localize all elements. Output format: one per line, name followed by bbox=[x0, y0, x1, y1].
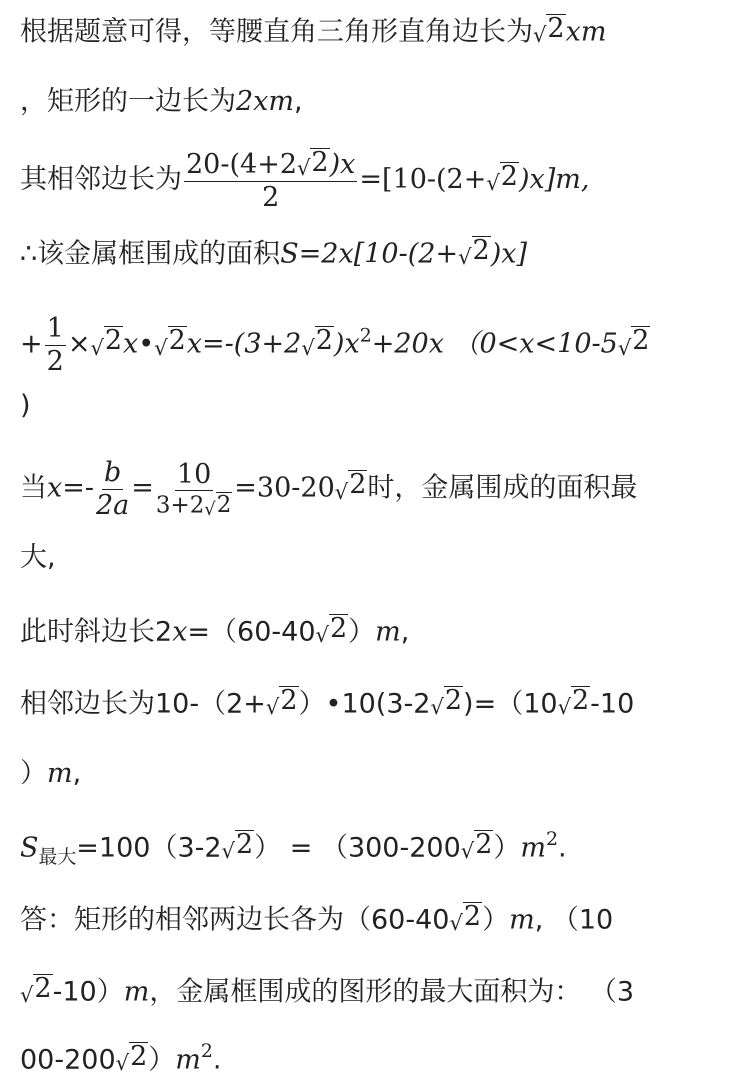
line-13: 答：矩形的相邻两边长各为（60-40 √ 2 ）m, （10 bbox=[20, 901, 614, 936]
line-1 bbox=[20, 13, 607, 48]
line-2: ，矩形的一边长为2xm, bbox=[20, 86, 303, 117]
line-5: + $\frac{1}{2}$ × √ 2 x• √ 2 x=-(3+2 √ 2 )$x^2+20x$ （0<x<10-5 √ 2 bbox=[20, 313, 650, 377]
line-6: ) bbox=[20, 390, 31, 421]
line-11: ）m, bbox=[20, 758, 82, 789]
line-10: 相邻边长为10-（2+ √ 2 ）•10(3-2 √ 2 )=（10 √ 2 -10 bbox=[20, 685, 635, 720]
line-8: 大, bbox=[20, 542, 56, 573]
line-12: $S_{最大}=100(3-2$ √ 2 ） = （300-200 √ 2 ）$m^2$. bbox=[20, 828, 567, 868]
line-9: 此时斜边长2x=（60-40 √ 2 ）m, bbox=[20, 613, 410, 648]
line-4: ∴该金属框围成的面积S=2x[10-(2+ √ 2 )x] bbox=[20, 235, 527, 270]
sqrt: √ 2 bbox=[533, 13, 565, 48]
line-3: 其相邻边长为 20-(4+2 √ 2 )x 2 =[10-(2+ √ 2 )x]m, bbox=[20, 147, 590, 213]
fraction: 20-(4+2 √ 2 )x 2 bbox=[186, 147, 356, 213]
line-14: √ 2 -10）m，金属框围成的图形的最大面积为： （3 bbox=[20, 973, 635, 1008]
text: 根据题意可得，等腰直角三角形直角边长为 bbox=[20, 16, 533, 48]
line-7: 当x=- $\frac{b}{2a}$ = 10 3+2 √ 2 =30-20 √ 2 时，金属围成的面积最 bbox=[20, 457, 638, 521]
var: xm bbox=[565, 16, 607, 48]
line-15: 00-200 √ 2 ）$m^2$. bbox=[20, 1040, 222, 1076]
